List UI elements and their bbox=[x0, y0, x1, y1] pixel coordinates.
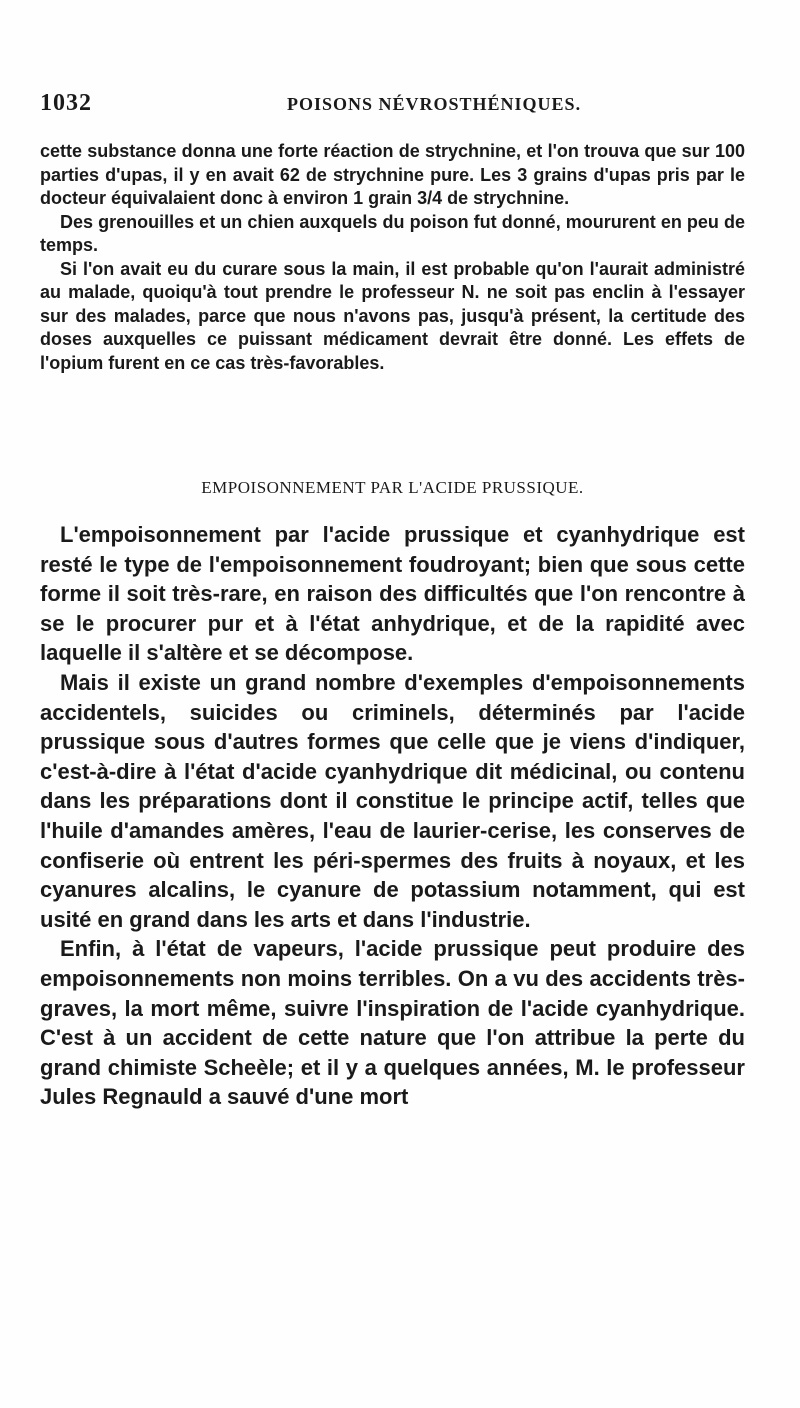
paragraph: Des grenouilles et un chien auxquels du poison fut donné, moururent en peu de temps. bbox=[40, 211, 745, 255]
main-text-block bbox=[40, 520, 745, 1112]
paragraph: Si l'on avait eu du curare sous la main, il est probable qu'on l'aurait administré au malade, quoiqu'à tout prendre le professeur N. ne soit pas enclin à l'essayer sur des malades, parce que nous n'avons pas, jusqu'à présent, la certitude des doses auxquelles ce puissant médicament devrait être donné. Les effets de l'opium furent en ce cas très-favorables. bbox=[40, 258, 745, 373]
page-number: 1032 bbox=[40, 90, 92, 116]
section-heading: EMPOISONNEMENT PAR L'ACIDE PRUSSIQUE. bbox=[201, 478, 584, 497]
paragraph: L'empoisonnement par l'acide prussique et cyanhydrique est resté le type de l'empoisonnement foudroyant; bien que sous cette forme il soit très-rare, en raison des difficultés que l'on rencontre à se le procurer pur et à l'état anhydrique, et de la rapidité avec laquelle il s'altère et se décompose. bbox=[40, 522, 745, 666]
paragraph: Mais il existe un grand nombre d'exemples d'empoisonnements accidentels, suicides ou criminels, déterminés par l'acide prussique sous d'autres formes que celle que je viens d'indiquer, c'est-à-dire à l'état d'acide cyanhydrique dit médicinal, ou contenu dans les préparations dont il constitue le principe actif, telles que l'huile d'amandes amères, l'eau de laurier-cerise, les conserves de confiserie où entrent les péri-spermes des fruits à noyaux, et les cyanures alcalins, le cyanure de potassium notamment, qui est usité en grand dans les arts et dans l'industrie. bbox=[40, 669, 745, 932]
running-head bbox=[40, 90, 745, 120]
paragraph: cette substance donna une forte réaction de strychnine, et l'on trouva que sur 100 parties d'upas, il y en avait 62 de strychnine pure. Les 3 grains d'upas pris par le docteur équivalaient donc à environ 1 grain 3/4 de strychnine. bbox=[40, 141, 745, 208]
paragraph: Enfin, à l'état de vapeurs, l'acide prussique peut produire des empoisonnements non moins terribles. On a vu des accidents très-graves, la mort même, suivre l'inspiration de l'acide cyanhydrique. C'est à un accident de cette nature que l'on attribue la perte du grand chimiste Scheèle; et il y a quelques années, M. le professeur Jules Regnauld a sauvé d'une mort bbox=[40, 936, 745, 1110]
running-title: POISONS NÉVROSTHÉNIQUES. bbox=[287, 94, 582, 114]
small-text-block bbox=[40, 140, 745, 375]
